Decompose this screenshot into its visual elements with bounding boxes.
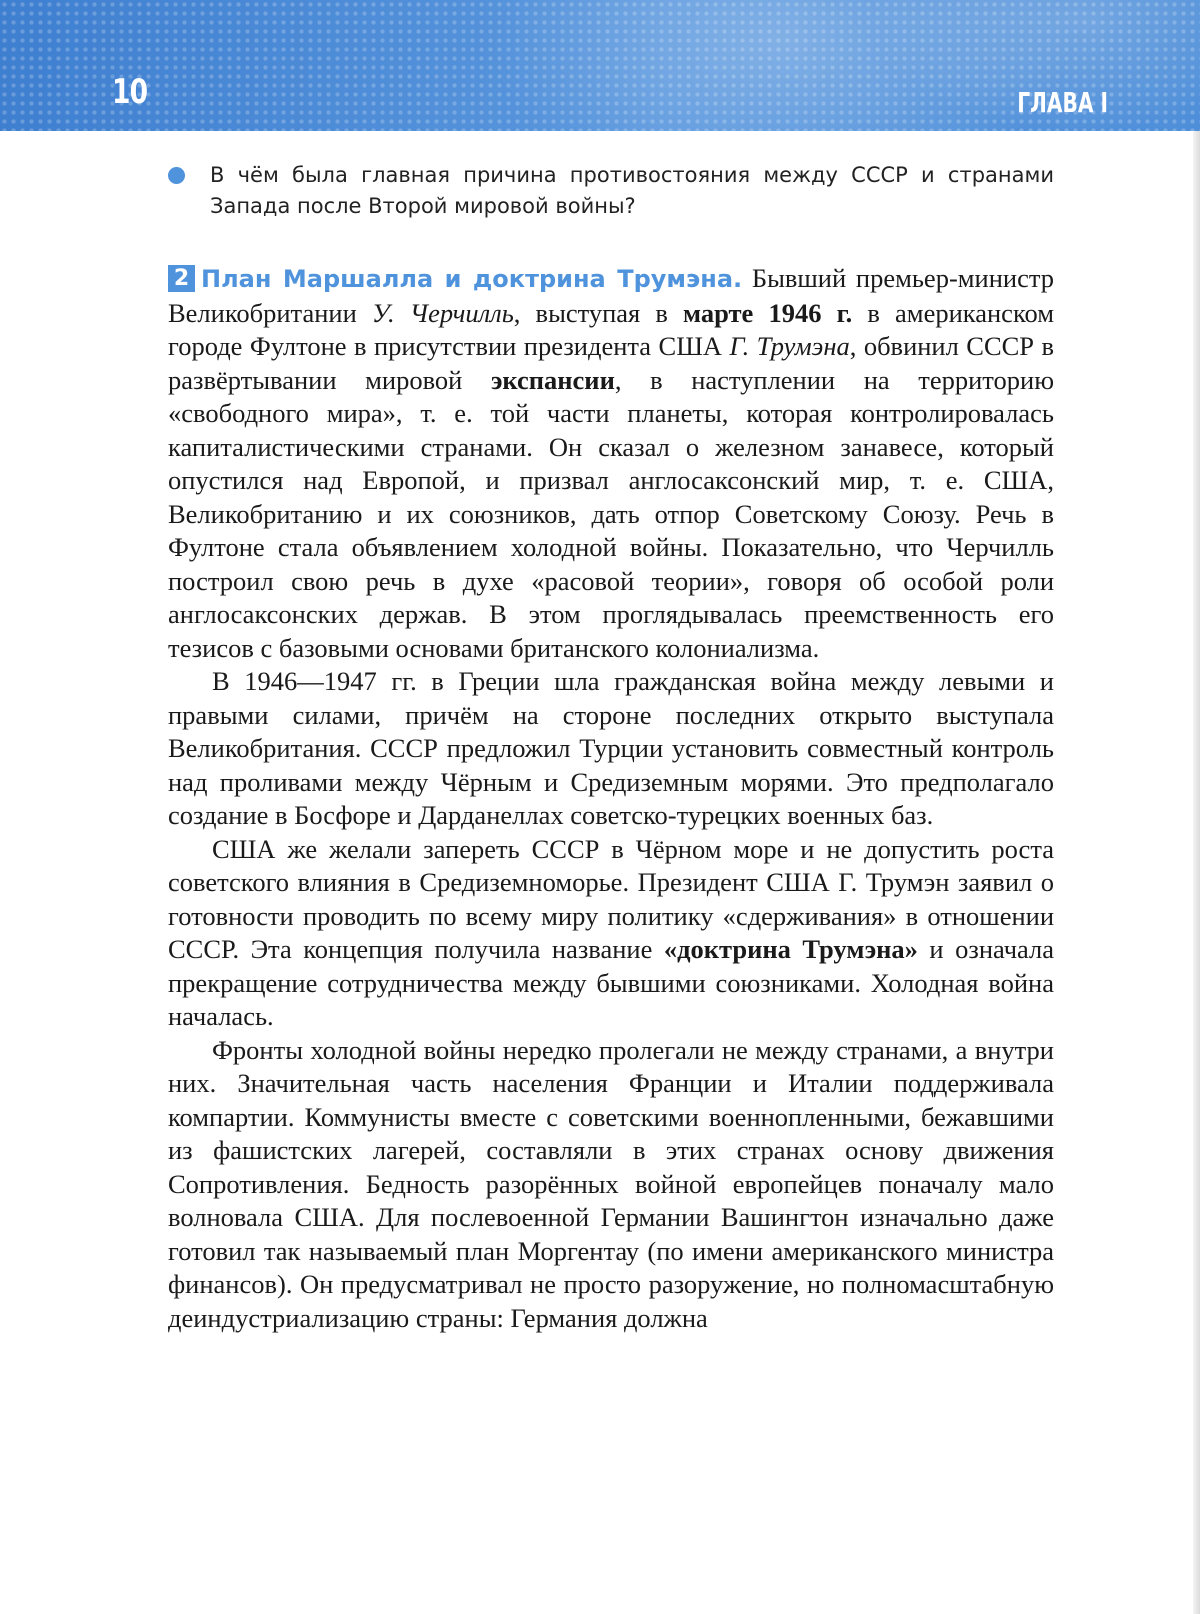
- page-edge: [1193, 131, 1200, 1614]
- text-run: в американском городе Фултоне в присутствии президента США: [168, 297, 1054, 361]
- section-number: 2: [168, 265, 195, 292]
- paragraph-4: Фронты холодной войны нередко пролегали не между странами, а внутри них. Значительная часть населения Франции и Италии поддерживала компартии. Коммунисты вместе с советскими военнопленными, бежавшими из фашистских лагерей, составляли в этих странах основу движения Сопротивления. Бедность разорённых войной европейцев поначалу мало волновала США. Для послевоенной Германии Вашингтон изначально даже готовил так называемый план Моргентау (по имени американского министра финансов). Он предусматривал не просто разоружение, но полномасштабную деиндустриализацию страны: Германия должна: [168, 1034, 1054, 1333]
- key-term: «доктрина Трумэна»: [663, 934, 918, 964]
- key-term: экспансии: [490, 364, 615, 395]
- question-text: В чём была главная причина противостояния между СССР и странами Запада после Второй мировой войны?: [210, 163, 1054, 218]
- text-run: , выступая в: [513, 297, 684, 328]
- review-question: [168, 160, 1054, 222]
- person-name: Г. Трумэна: [729, 331, 850, 361]
- text-run: Бывший премьер-министр Великобритании: [168, 263, 1055, 328]
- text-run: , обвинил СССР в развёртывании мировой: [168, 331, 1055, 395]
- section-title: План Маршалла и доктрина Трумэна.: [201, 265, 743, 293]
- text-run: , в наступлении на территорию «свободного мира», т. е. той части планеты, которая контролировалась капиталистическими странами. Он сказал о железном занавесе, который опустился над Европой, и призвал англосаксонский мир, т. е. США, Великобританию и их союзников, дать отпор Советскому Союзу. Речь в Фултоне стала объявлением холодной войны. Показательно, что Черчилль построил свою речь в духе «расовой теории», говоря об особой роли англосаксонских держав. В этом проглядывалась преемственность его тезисов с базовыми основами британского колониализма.: [168, 364, 1054, 663]
- paragraph-2: В 1946—1947 гг. в Греции шла гражданская война между левыми и правыми силами, причём на стороне последних открыто выступала Великобритания. СССР предложил Турции установить совместный контроль над проливами между Чёрным и Средиземным морями. Это предполагало создание в Босфоре и Дарданеллах советско-турецких военных баз.: [168, 666, 1054, 830]
- paragraph-1: [168, 262, 1054, 665]
- paragraph-3: [168, 833, 1054, 1034]
- text-run: США же желали запереть СССР в Чёрном море и не допустить роста советского влияния в Средиземноморье. Президент США Г. Трумэн заявил о готовности проводить по всему миру политику «сдерживания» в отношении СССР. Эта концепция получила название: [168, 833, 1054, 964]
- chapter-title: ГЛАВА I: [1017, 86, 1108, 119]
- person-name: У. Черчилль: [371, 297, 514, 328]
- text-run: и означала прекращение сотрудничества между бывшими союзниками. Холодная война началась.: [168, 934, 1055, 1031]
- key-date: марте 1946 г.: [683, 297, 853, 328]
- page-header: [0, 0, 1200, 131]
- page-number: 10: [112, 72, 148, 112]
- question-bullet-icon: [168, 167, 185, 184]
- section-body: [168, 262, 1054, 1335]
